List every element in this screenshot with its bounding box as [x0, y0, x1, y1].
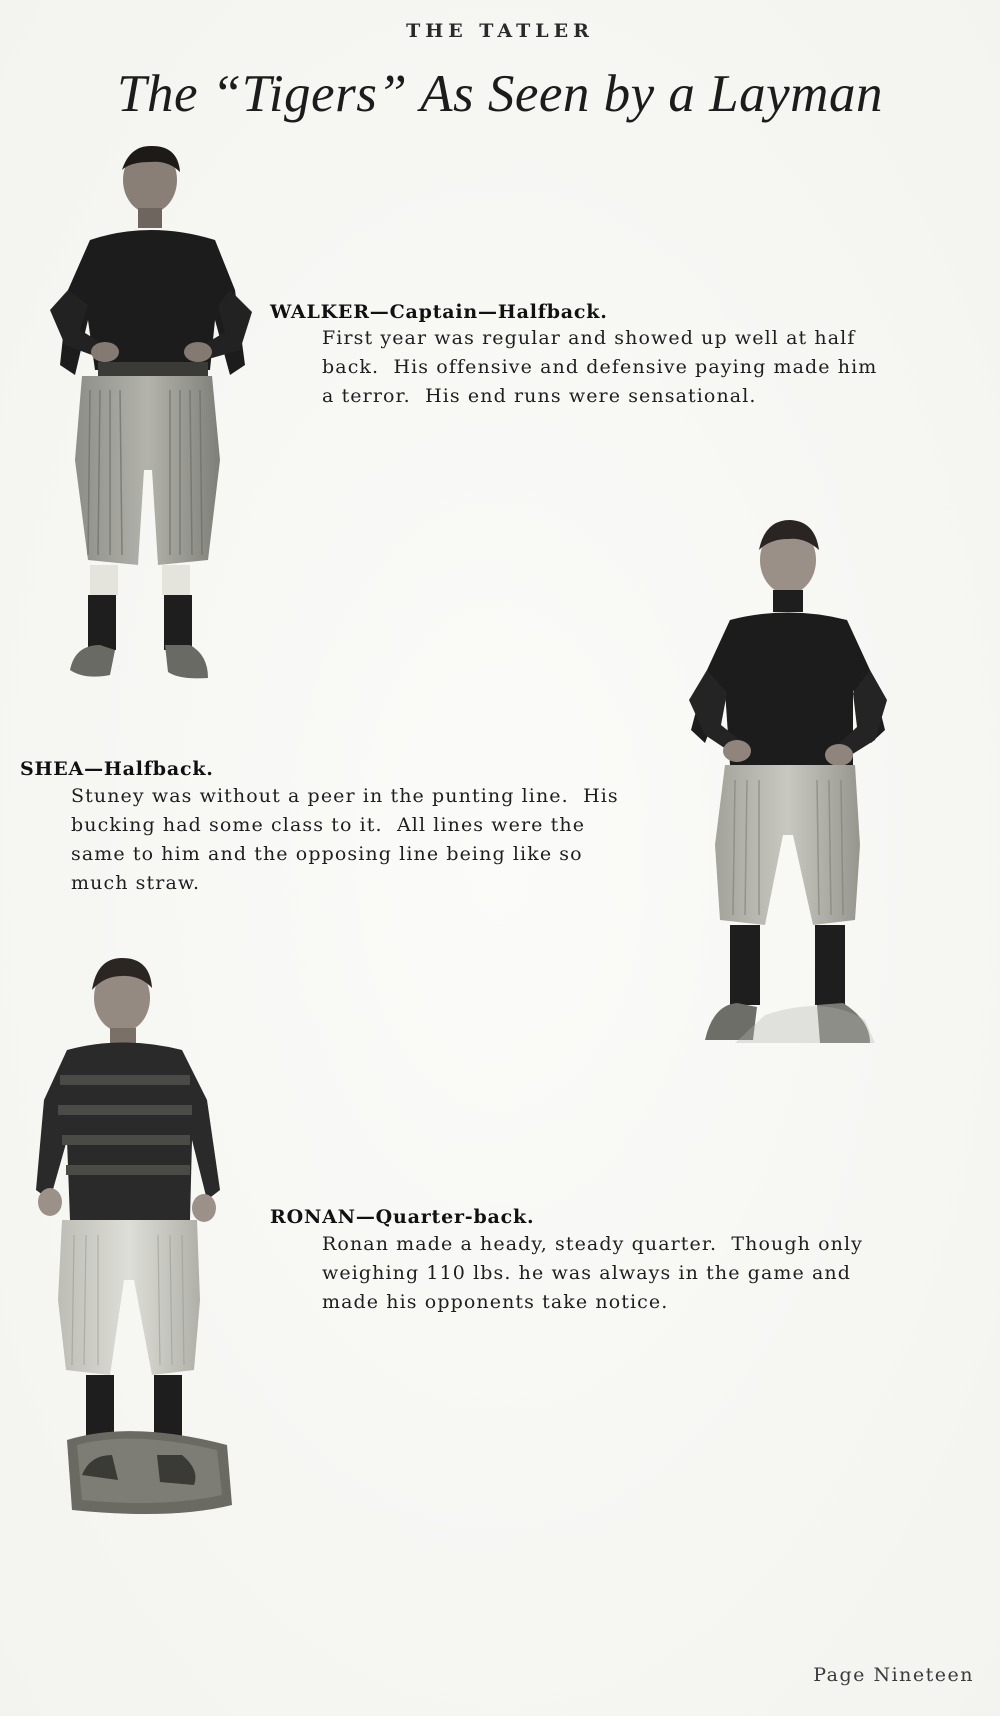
- text-line: back. His offensive and defensive paying made him: [322, 356, 878, 378]
- text-line: same to him and the opposing line being like so: [71, 843, 583, 865]
- page-title: The “Tigers” As Seen by a Layman: [117, 65, 883, 123]
- text-line: much straw.: [71, 872, 201, 894]
- entry-heading-walker: WALKER—Captain—Halfback.: [270, 301, 608, 323]
- entry-text-ronan: [322, 1230, 894, 1317]
- text-line: First year was regular and showed up well at half: [322, 327, 856, 349]
- entry-text-shea: [71, 782, 643, 898]
- text-line: Stuney was without a peer in the punting line. His: [71, 785, 619, 807]
- page-number: Page Nineteen: [813, 1664, 974, 1686]
- entry-text-walker: [322, 324, 894, 411]
- text-line: bucking had some class to it. All lines were the: [71, 814, 586, 836]
- entry-heading-ronan: RONAN—Quarter-back.: [270, 1206, 535, 1228]
- text-line: made his opponents take notice.: [322, 1291, 669, 1313]
- player-photo-shea: [675, 515, 900, 1055]
- text-line: Ronan made a heady, steady quarter. Though only: [322, 1233, 864, 1255]
- player-photo-ronan: [22, 950, 242, 1515]
- player-photo-walker: [30, 140, 270, 760]
- running-head: THE TATLER: [406, 20, 594, 42]
- text-line: a terror. His end runs were sensational.: [322, 385, 757, 407]
- entry-heading-shea: SHEA—Halfback.: [20, 758, 214, 780]
- text-line: weighing 110 lbs. he was always in the game and: [322, 1262, 852, 1284]
